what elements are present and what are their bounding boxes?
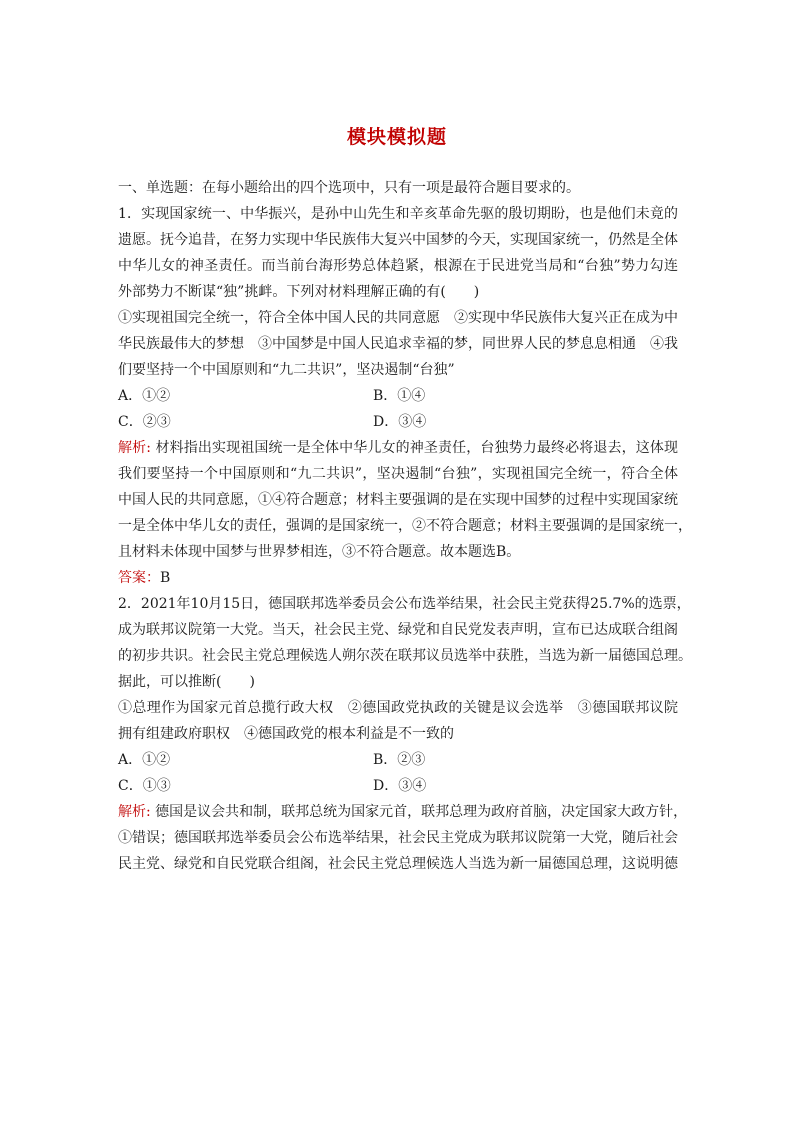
q2-analysis-line: 民主党、绿党和自民党联合组阁，社会民主党总理候选人当选为新一届德国总理，这说明德 (118, 856, 678, 872)
q1-analysis-line: 一是全体中华儿女的责任，强调的是国家统一，②不符合题意；材料主要强调的是国家统一， (118, 518, 692, 534)
q2-analysis-text: 德国是议会共和制，联邦总统为国家元首，联邦总理为政府首脑，决定国家大政方针， (150, 804, 688, 820)
q2-statement-line: ①总理作为国家元首总揽行政大权 ②德国政党执政的关键是议会选举 ③德国联邦议院 (118, 700, 678, 716)
q1-option-d[interactable]: D．③④ (373, 414, 427, 430)
question-2 (118, 591, 692, 877)
q1-analysis-label: 解析: (118, 440, 151, 456)
q2-stem-line: 的初步共识。社会民主党总理候选人朔尔茨在联邦议员选举中获胜，当选为新一届德国总理。 (118, 648, 692, 664)
q1-stem-line: 中华儿女的神圣责任。而当前台海形势总体趋紧，根源在于民进党当局和“台独”势力勾连 (118, 258, 678, 274)
q1-analysis-line: 我们要坚持一个中国原则和“九二共识”，坚决遏制“台独”，实现祖国完全统一，符合全体 (118, 466, 678, 482)
q1-options-row (118, 409, 678, 435)
q1-answer-value: B (160, 570, 171, 586)
q1-option-a[interactable]: A．①② (118, 388, 171, 404)
q1-stem-line: 遗愿。抚今追昔，在努力实现中华民族伟大复兴中国梦的今天，实现国家统一，仍然是全体 (118, 232, 678, 248)
q1-statement-line: ①实现祖国完全统一，符合全体中国人民的共同意愿 ②实现中华民族伟大复兴正在成为中 (118, 310, 678, 326)
q2-analysis-line: ①错误；德国联邦选举委员会公布选举结果，社会民主党成为联邦议院第一大党，随后社会 (118, 830, 678, 846)
q2-analysis-label: 解析: (118, 804, 151, 820)
q1-statement-line: 们要坚持一个中国原则和“九二共识”，坚决遏制“台独” (118, 362, 455, 378)
q2-option-a[interactable]: A．①② (118, 752, 171, 768)
q1-statement-line: 华民族最伟大的梦想 ③中国梦是中国人民追求幸福的梦，同世界人民的梦息息相通 ④我 (118, 336, 678, 352)
q2-option-c[interactable]: C．①③ (118, 778, 171, 794)
q1-options-row (118, 383, 678, 409)
q1-answer-label: 答案： (118, 570, 160, 586)
q1-analysis-line: 中国人民的共同意愿，①④符合题意；材料主要强调的是在实现中国梦的过程中实现国家统 (118, 492, 678, 508)
q1-option-c[interactable]: C．②③ (118, 414, 171, 430)
q1-stem-line: 1．实现国家统一、中华振兴，是孙中山先生和辛亥革命先驱的殷切期盼，也是他们未竟的 (118, 206, 678, 222)
question-1 (118, 201, 692, 591)
q2-stem-line: 成为联邦议院第一大党。当天，社会民主党、绿党和自民党发表声明，宣布已达成联合组阁 (118, 622, 678, 638)
q2-option-d[interactable]: D．③④ (373, 778, 427, 794)
document-body (118, 175, 692, 877)
page-title: 模块模拟题 (346, 126, 447, 148)
q2-options-row (118, 773, 678, 799)
q1-analysis-line: 且材料未体现中国梦与世界梦相连，③不符合题意。故本题选B。 (118, 544, 521, 560)
q2-analysis-line (118, 799, 688, 825)
q2-stem-line: 据此，可以推断( ) (118, 674, 255, 690)
section-heading: 一、单选题：在每小题给出的四个选项中，只有一项是最符合题目要求的。 (118, 180, 580, 196)
q2-stem-line: 2．2021年10月15日，德国联邦选举委员会公布选举结果，社会民主党获得25.7%的选票， (118, 596, 691, 612)
q2-option-b[interactable]: B．②③ (373, 752, 426, 768)
q1-analysis-line (118, 435, 678, 461)
q1-answer (118, 565, 678, 591)
q1-analysis-text: 材料指出实现祖国统一是全体中华儿女的神圣责任，台独势力最终必将退去，这体现 (150, 440, 678, 456)
q2-options-row (118, 747, 678, 773)
q1-option-b[interactable]: B．①④ (373, 388, 426, 404)
q2-statement-line: 拥有组建政府职权 ④德国政党的根本利益是不一致的 (118, 726, 454, 742)
q1-stem-line: 外部势力不断谋“独”挑衅。下列对材料理解正确的有( ) (118, 284, 480, 300)
